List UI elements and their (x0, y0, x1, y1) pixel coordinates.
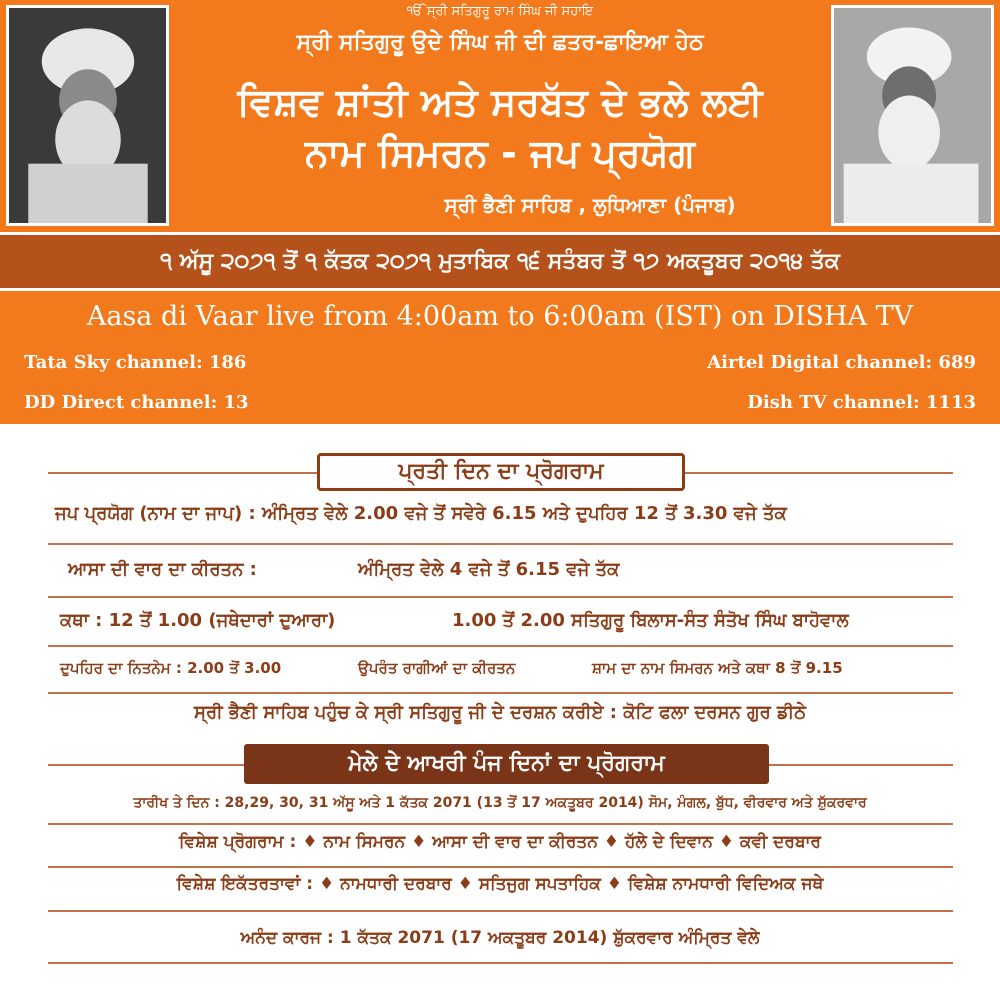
daily-row-nitnem: ਦੁਪਹਿਰ ਦਾ ਨਿਤਨੇਮ : 2.00 ਤੋਂ 3.00 (60, 659, 282, 677)
mela-row-anand-karaj: ਅਨੰਦ ਕਾਰਜ : 1 ਕੱਤਕ 2071 (17 ਅਕਤੂਬਰ 2014) ਸ਼ੁੱਕਰਵਾਰ ਅੰਮ੍ਰਿਤ ਵੇਲੇ (240, 928, 760, 948)
daily-row-asa-label: ਆਸਾ ਦੀ ਵਾਰ ਦਾ ਕੀਰਤਨ : (68, 559, 257, 580)
mela-row-gatherings: ਵਿਸ਼ੇਸ਼ ਇਕੱਤਰਤਾਵਾਂ : ♦ ਨਾਮਧਾਰੀ ਦਰਬਾਰ ♦ ਸਤਿਜੁਗ ਸਪਤਾਹਿਕ ♦ ਵਿਸ਼ੇਸ਼ ਨਾਮਧਾਰੀ ਵਿਦਿਅਕ ਜਥੇ (176, 874, 824, 894)
daily-program-heading: ਪ੍ਰਤੀ ਦਿਨ ਦਾ ਪ੍ਰੋਗਰਾਮ (317, 453, 685, 491)
divider (48, 962, 953, 964)
tv-band (0, 288, 1000, 424)
header-band (0, 0, 1000, 232)
daily-row-ragi-kirtan: ਉਪਰੰਤ ਰਾਗੀਆਂ ਦਾ ਕੀਰਤਨ (358, 659, 516, 677)
dd-direct-channel: DD Direct channel: 13 (24, 392, 249, 413)
date-band (0, 232, 1000, 288)
divider (48, 866, 953, 868)
dish-tv-channel: Dish TV channel: 1113 (747, 392, 976, 413)
daily-row-satguru-bilas: 1.00 ਤੋਂ 2.00 ਸਤਿਗੁਰੂ ਬਿਲਾਸ-ਸੰਤ ਸੰਤੋਖ ਸਿੰਘ ਬਾਹੋਵਾਲ (452, 610, 849, 631)
daily-row-evening: ਸ਼ਾਮ ਦਾ ਨਾਮ ਸਿਮਰਨ ਅਤੇ ਕਥਾ 8 ਤੋਂ 9.15 (592, 659, 843, 677)
daily-row-katha: ਕਥਾ : 12 ਤੋਂ 1.00 (ਜਥੇਦਾਰਾਂ ਦੁਆਰਾ) (60, 610, 336, 631)
tv-title: Aasa di Vaar live from 4:00am to 6:00am (IST) on DISHA TV (86, 301, 914, 332)
divider (48, 692, 953, 694)
airtel-channel: Airtel Digital channel: 689 (707, 352, 976, 373)
header-line-1: ਸ੍ਰੀ ਸਤਿਗੁਰੂ ਉਦੇ ਸਿੰਘ ਜੀ ਦੀ ਛਤਰ-ਛਾਇਆ ਹੇਠ (296, 30, 704, 55)
daily-row-darshan: ਸ੍ਰੀ ਭੈਣੀ ਸਾਹਿਬ ਪਹੁੰਚ ਕੇ ਸ੍ਰੀ ਸਤਿਗੁਰੂ ਜੀ ਦੇ ਦਰਸ਼ਨ ਕਰੀਏ : ਕੋਟਿ ਫਲਾ ਦਰਸਨ ਗੁਰ ਡੀਠੇ (194, 702, 806, 723)
divider (48, 910, 953, 912)
divider (48, 823, 953, 825)
mela-program-heading: ਮੇਲੇ ਦੇ ਆਖਰੀ ਪੰਜ ਦਿਨਾਂ ਦਾ ਪ੍ਰੋਗਰਾਮ (244, 744, 769, 784)
header-title-2: ਨਾਮ ਸਿਮਰਨ - ਜਪ ਪ੍ਰਯੋਗ (305, 131, 695, 175)
header-location: ਸ੍ਰੀ ਭੈਣੀ ਸਾਹਿਬ , ਲੁਧਿਆਣਾ (ਪੰਜਾਬ) (444, 193, 736, 217)
mela-row-dates: ਤਾਰੀਖ ਤੇ ਦਿਨ : 28,29, 30, 31 ਅੱਸੂ ਅਤੇ 1 ਕੱਤਕ 2071 (13 ਤੋਂ 17 ਅਕਤੂਬਰ 2014) ਸੋਮ, ਮੰਗਲ, ਬੁੱਧ, ਵੀਰਵਾਰ ਅਤੇ ਸ਼ੁੱਕਰਵਾਰ (133, 795, 867, 811)
divider (48, 596, 953, 598)
header-title-1: ਵਿਸ਼ਵ ਸ਼ਾਂਤੀ ਅਤੇ ਸਰਬੱਤ ਦੇ ਭਲੇ ਲਈ (237, 80, 763, 124)
ek-onkar-line: ੴ ਸ੍ਰੀ ਸਤਿਗੁਰੂ ਰਾਮ ਸਿੰਘ ਜੀ ਸਹਾਇ (406, 4, 594, 19)
date-text: ੧ ਅੱਸੂ ੨੦੭੧ ਤੋਂ ੧ ਕੱਤਕ ੨੦੭੧ ਮੁਤਾਬਿਕ ੧੬ ਸਤੰਬਰ ਤੋਂ ੧੭ ਅਕਤੂਬਰ ੨੦੧੪ ਤੱਕ (160, 249, 840, 274)
divider (48, 645, 953, 647)
daily-row-asa-value: ਅੰਮ੍ਰਿਤ ਵੇਲੇ 4 ਵਜੇ ਤੋਂ 6.15 ਵਜੇ ਤੱਕ (358, 559, 620, 580)
tata-sky-channel: Tata Sky channel: 186 (24, 352, 247, 373)
divider (48, 543, 953, 545)
daily-row-jap: ਜਪ ਪ੍ਰਯੋਗ (ਨਾਮ ਦਾ ਜਾਪ) : ਅੰਮ੍ਰਿਤ ਵੇਲੇ 2.00 ਵਜੇ ਤੋਂ ਸਵੇਰੇ 6.15 ਅਤੇ ਦੁਪਹਿਰ 12 ਤੋਂ 3.30 ਵਜੇ ਤੱਕ (55, 503, 787, 524)
mela-row-special-program: ਵਿਸ਼ੇਸ਼ ਪ੍ਰੋਗਰਾਮ : ♦ ਨਾਮ ਸਿਮਰਨ ♦ ਆਸਾ ਦੀ ਵਾਰ ਦਾ ਕੀਰਤਨ ♦ ਹੱਲੇ ਦੇ ਦਿਵਾਨ ♦ ਕਵੀ ਦਰਬਾਰ (179, 832, 821, 852)
